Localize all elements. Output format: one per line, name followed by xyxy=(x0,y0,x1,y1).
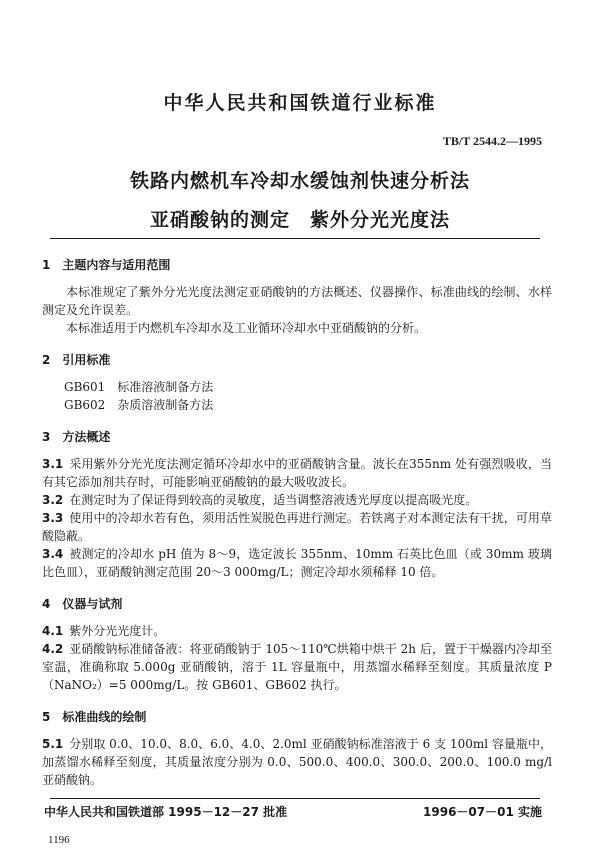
section-1-heading: 1 主题内容与适用范围 xyxy=(42,258,171,272)
page-number: 1196 xyxy=(48,834,70,846)
standard-number: TB/T 2544.2—1995 xyxy=(442,134,542,148)
section-1-paragraph-1: 本标准规定了紫外分光光度法测定亚硝酸钠的方法概述、仪器操作、标准曲线的绘制、水样测定及允许误差。 xyxy=(42,285,552,317)
section-2-heading: 2 引用标准 xyxy=(42,353,111,367)
clause-text: 分别取 0.0、10.0、8.0、6.0、4.0、2.0ml 亚硝酸钠标准溶液于 6 支 100ml 容量瓶中，加蒸馏水稀释至刻度，其质量浓度分别为 0.0、500.0、400.0、300.0、200.0、100.0 mg/l 亚硝酸钠。 xyxy=(42,737,552,787)
clause-3-1 xyxy=(42,455,552,491)
implementation-date: 1996－07－01 实施 xyxy=(423,805,542,819)
clause-text: 使用中的冷却水若有色，须用活性炭脱色再进行测定。若铁离子对本测定法有干扰，可用草酸隐蔽。 xyxy=(42,511,552,543)
clause-text: 被测定的冷却水 pH 值为 8～9，选定波长 355nm、10mm 石英比色皿（或 30mm 玻璃比色皿），亚硝酸钠测定范围 20～3 000mg/L；测定冷却水须稀释 10 倍。 xyxy=(42,547,552,579)
section-3-heading: 3 方法概述 xyxy=(42,430,111,444)
clause-text: 在测定时为了保证得到较高的灵敏度，适当调整溶液透光厚度以提高吸光度。 xyxy=(69,493,478,507)
clause-text: 采用紫外分光光度法测定循环冷却水中的亚硝酸钠含量。波长在355nm 处有强烈吸收，当有其它添加剂共存时，可能影响亚硝酸钠的最大吸收波长。 xyxy=(42,457,552,489)
footer-divider xyxy=(50,798,540,799)
industry-standard-title: 中华人民共和国铁道行业标准 xyxy=(163,92,437,114)
clause-text: 亚硝酸钠标准储备液：将亚硝酸钠于 105～110℃烘箱中烘干 2h 后，置于干燥器内冷却至室温，准确称取 5.000g 亚硝酸钠，溶于 1L 容量瓶中，用蒸馏水稀释至刻度。其质量浓度 P（NaNO₂）=5 000mg/L。按 GB601、GB602 执行。 xyxy=(42,642,552,692)
clause-number: 3.3 xyxy=(42,511,64,525)
clause-number: 3.2 xyxy=(42,493,64,507)
clause-text: 紫外分光光度计。 xyxy=(69,624,166,638)
clause-4-2 xyxy=(42,640,552,694)
clause-number: 3.1 xyxy=(42,457,64,471)
clause-number: 3.4 xyxy=(42,547,64,561)
section-5-heading: 5 标准曲线的绘制 xyxy=(42,710,147,724)
clause-3-3 xyxy=(42,509,552,545)
clause-3-2 xyxy=(42,491,552,509)
document-body xyxy=(42,256,552,789)
document-title-line1: 铁路内燃机车冷却水缓蚀剂快速分析法 xyxy=(129,170,470,192)
section-4-heading: 4 仪器与试剂 xyxy=(42,597,123,611)
header-divider xyxy=(50,238,540,239)
clause-number: 4.2 xyxy=(42,642,64,656)
clause-3-4 xyxy=(42,545,552,581)
document-title-line2: 亚硝酸钠的测定 紫外分光光度法 xyxy=(149,209,450,231)
reference-gb602: GB602 杂质溶液制备方法 xyxy=(64,398,214,412)
reference-gb601: GB601 标准溶液制备方法 xyxy=(64,380,214,394)
approval-date: 中华人民共和国铁道部 1995－12－27 批准 xyxy=(44,805,288,819)
clause-5-1 xyxy=(42,735,552,789)
clause-number: 4.1 xyxy=(42,624,64,638)
clause-4-1 xyxy=(42,622,552,640)
clause-number: 5.1 xyxy=(42,737,64,751)
section-1-paragraph-2: 本标准适用于内燃机车冷却水及工业循环冷却水中亚硝酸钠的分析。 xyxy=(66,321,427,335)
